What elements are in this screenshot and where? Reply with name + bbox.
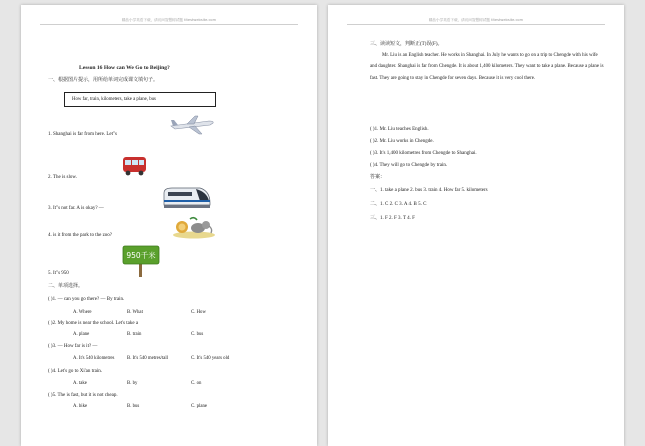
mc-3-option-b bbox=[127, 356, 168, 361]
mc-1-option-c: C. How bbox=[191, 310, 206, 315]
page-header: 精品小学英语下载，请访问智慧树试题 tltestwebsite.com bbox=[121, 18, 217, 22]
right-page bbox=[328, 5, 624, 446]
fill-item-2: 2. The is slow. bbox=[48, 175, 77, 180]
section-3-heading: 三、读读短文，判断正(T)误(F)。 bbox=[370, 42, 443, 47]
mc-2-option-b: B. train bbox=[127, 332, 142, 337]
mc-4-option-b: B. by bbox=[127, 381, 138, 386]
answer-line-1: 一、1. take a plane 2. bus 3. train 4. How far 5. kilometers bbox=[370, 188, 488, 193]
word-box bbox=[64, 92, 216, 107]
zoo-animals-icon bbox=[172, 215, 216, 239]
sign-label: 950千米 bbox=[126, 251, 156, 260]
mc-3-option-a bbox=[73, 356, 114, 361]
mc-5-option-c: C. plane bbox=[191, 404, 207, 409]
airplane-icon bbox=[169, 113, 215, 137]
mc-2-option-a: A. plane bbox=[73, 332, 90, 337]
mc-5-option-a: A. bike bbox=[73, 404, 88, 409]
header-divider bbox=[40, 24, 298, 25]
answer-line-3: 三、1. F 2. F 3. T 4. F bbox=[370, 216, 415, 221]
mc-question-3: ( )3. — How far is it? — bbox=[48, 344, 98, 349]
mc-4-option-c: C. on bbox=[191, 381, 202, 386]
section-2-heading: 二、单项选择。 bbox=[48, 284, 84, 289]
answer-heading: 答案： bbox=[370, 175, 386, 180]
mc-3-option-c: C. It's 540 years old bbox=[191, 356, 230, 361]
header-divider bbox=[347, 24, 605, 25]
reading-passage: Mr. Liu is an English teacher. He works in Shanghai. In July he wants to go on a trip to Chengde with his wife and daughter. Shanghai is far from Chengde. It is about 1,400 kilometers. They want to take a plane. Because a plane is fast. They are going to stay in Chengde for seven days. Because it is very cool there. bbox=[370, 53, 604, 81]
distance-sign-icon bbox=[122, 245, 160, 277]
fill-item-5: 5. It"s 950 bbox=[48, 271, 69, 276]
mc-1-option-b: B. What bbox=[127, 310, 143, 315]
answer-line-2: 二、1. C 2. C 3. A 4. B 5. C bbox=[370, 202, 427, 207]
tf-question-3: ( )3. It's 1,400 kilometres from Chengde to Shanghai. bbox=[370, 151, 477, 156]
mc-4-option-a: A. take bbox=[73, 381, 87, 386]
mc-question-5: ( )5. The is fast, but it is not cheap. bbox=[48, 393, 118, 398]
word-box-text: How far, train, kilometers, take a plane, bus bbox=[72, 97, 156, 102]
tf-question-2: ( )2. Mr. Liu works in Chengde. bbox=[370, 139, 434, 144]
mc-3-option-b-text: B. It's 540 metres/tall bbox=[127, 356, 169, 361]
section-1-heading: 一、根据图片提示，用所给单词完成课文填句子。 bbox=[48, 78, 159, 83]
tf-question-4: ( )4. They will go to Chengde by train. bbox=[370, 163, 448, 168]
mc-1-option-a: A. Where bbox=[73, 310, 92, 315]
page-header: 精品小学英语下载，请访问智慧树试题 tltestwebsite.com bbox=[428, 18, 524, 22]
fill-item-3: 3. It"s not far. A is okay? — bbox=[48, 206, 104, 211]
bus-icon bbox=[121, 153, 149, 177]
train-icon bbox=[162, 183, 212, 211]
fill-item-1: 1. Shanghai is far from here. Let"s bbox=[48, 132, 117, 137]
mc-question-2: ( )2. My home is near the school. Let's take a bbox=[48, 321, 139, 326]
mc-question-1: ( )1. — can you go there? — By train. bbox=[48, 297, 125, 302]
mc-question-4: ( )4. Let's go to Xi'an train. bbox=[48, 369, 103, 374]
lesson-title: Lesson 16 How can We Go to Beijing? bbox=[79, 65, 170, 71]
left-page bbox=[21, 5, 317, 446]
mc-3-option-a-text: A. It's 540 kilometres bbox=[73, 356, 115, 361]
fill-item-4: 4. is it from the park to the zoo? bbox=[48, 233, 113, 238]
tf-question-1: ( )1. Mr. Liu teaches English. bbox=[370, 127, 429, 132]
mc-2-option-c: C. bus bbox=[191, 332, 204, 337]
mc-5-option-b: B. bus bbox=[127, 404, 140, 409]
